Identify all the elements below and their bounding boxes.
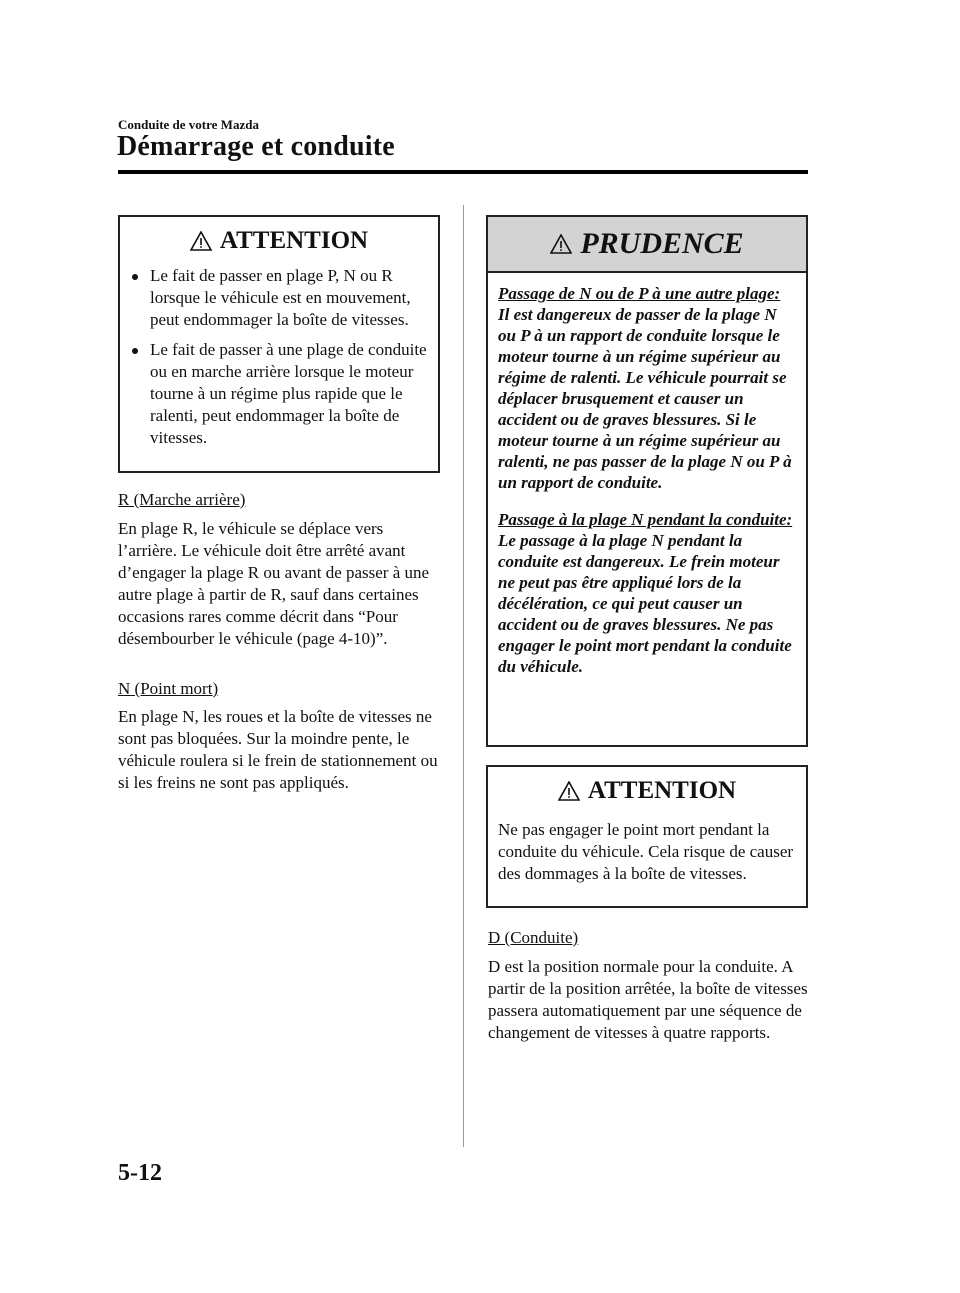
- list-item: [130, 265, 438, 331]
- attention-title: ATTENTION: [219, 227, 369, 254]
- warning-triangle-icon: [550, 234, 572, 254]
- attention-header: [488, 767, 806, 815]
- section-title: Démarrage et conduite: [117, 131, 395, 162]
- reverse-text: En plage R, le véhicule se déplace vers l’arrière. Le véhicule doit être arrêté avant d’engager la plage R ou avant de passer à une autre plage à partir de R, sauf dans certaines occasions rares comme décrit dans “Pour désembourber le véhicule (page 4-10)”.: [118, 519, 430, 648]
- prudence-subheading-2: Passage à la plage N pendant la conduite:: [498, 510, 793, 529]
- page-number: 5-12: [118, 1160, 162, 1186]
- prudence-body: [488, 273, 806, 677]
- drive-heading: D (Conduite): [488, 928, 579, 947]
- prudence-subheading-1: Passage de N ou de P à une autre plage:: [498, 284, 781, 303]
- prudence-paragraph-1: [498, 283, 796, 493]
- attention-box-2: [486, 765, 808, 908]
- prudence-header: [488, 217, 806, 273]
- header-rule: [118, 170, 808, 174]
- drive-text: D est la position normale pour la conduite. A partir de la position arrêtée, la boîte de vitesses passera automatiquement par une séquence de changement de vitesses à quatre rapports.: [488, 957, 808, 1042]
- neutral-heading: N (Point mort): [118, 679, 219, 698]
- reverse-heading: R (Marche arrière): [118, 490, 246, 509]
- attention-title: ATTENTION: [587, 777, 737, 804]
- attention-box-1: [118, 215, 440, 473]
- prudence-text-2: Le passage à la plage N pendant la conduite est dangereux. Le frein moteur ne peut pas être appliqué lors de la décélération, ce qui peut causer un accident ou de graves blessures. Ne pas engager le point mort pendant la conduite du véhicule.: [498, 531, 792, 676]
- warning-triangle-icon: [190, 231, 212, 251]
- prudence-box: [486, 215, 808, 747]
- list-item-text: Le fait de passer en plage P, N ou R lorsque le véhicule est en mouvement, peut endommager la boîte de vitesses.: [150, 266, 411, 329]
- prudence-title: PRUDENCE: [580, 227, 744, 260]
- bullet-icon: [132, 348, 138, 354]
- attention-text: Ne pas engager le point mort pendant la conduite du véhicule. Cela risque de causer des dommages à la boîte de vitesses.: [498, 820, 794, 883]
- prudence-paragraph-2: [498, 509, 796, 677]
- list-item: [130, 339, 438, 449]
- neutral-text: En plage N, les roues et la boîte de vitesses ne sont pas bloquées. Sur la moindre pente, le véhicule roulera si le frein de stationnement ou si les freins ne sont pas appliqués.: [118, 707, 438, 792]
- attention-header: [120, 217, 438, 265]
- column-divider: [463, 205, 464, 1147]
- warning-triangle-icon: [558, 781, 580, 801]
- list-item-text: Le fait de passer à une plage de conduite ou en marche arrière lorsque le moteur tourne à un régime plus rapide que le ralenti, peut endommager la boîte de vitesses.: [150, 340, 427, 447]
- bullet-icon: [132, 274, 138, 280]
- prudence-text-1: Il est dangereux de passer de la plage N ou P à un rapport de conduite lorsque le moteur tourne à un régime supérieur au régime de ralenti. Le véhicule pourrait se déplacer brusquement et causer un accident ou de graves blessures. Si le moteur tourne à un régime supérieur au ralenti, ne pas passer de la plage N ou P à un rapport de conduite.: [498, 305, 792, 492]
- chapter-title: Conduite de votre Mazda: [118, 117, 259, 132]
- attention-list: [120, 265, 438, 449]
